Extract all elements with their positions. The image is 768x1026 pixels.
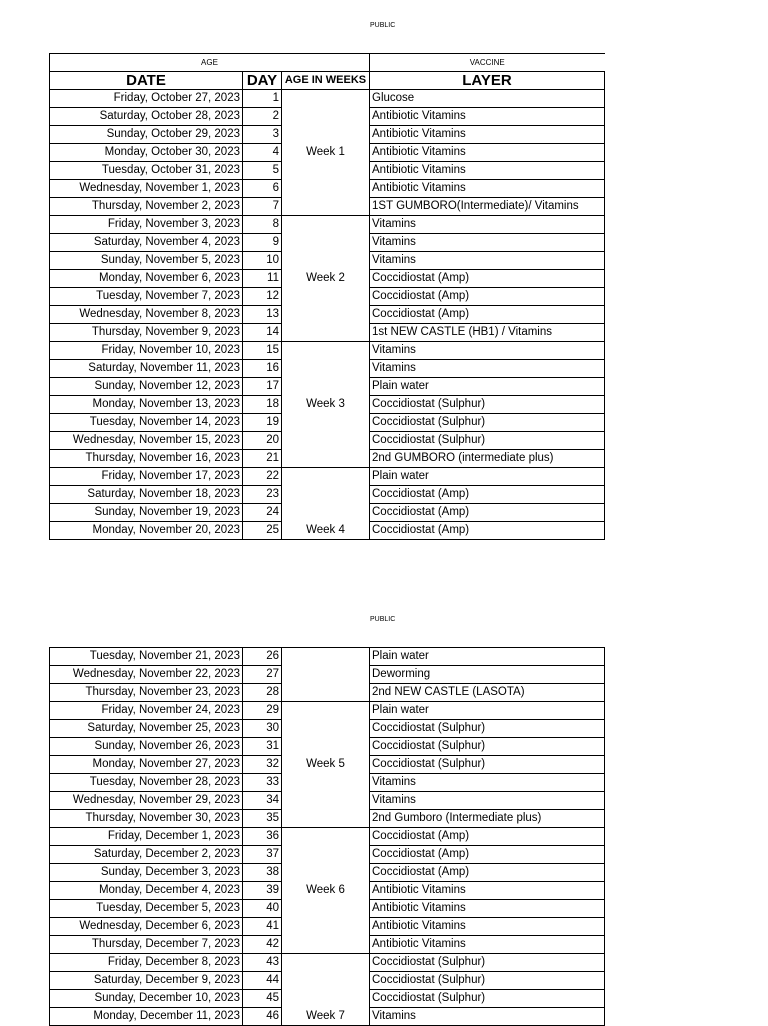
vaccine-group-header: VACCINE [370, 54, 605, 72]
vaccine-cell: Coccidiostat (Amp) [370, 828, 605, 846]
week-cell [282, 234, 370, 252]
table-row [50, 342, 605, 360]
date-cell: Monday, November 27, 2023 [50, 756, 243, 774]
date-cell: Friday, November 17, 2023 [50, 468, 243, 486]
week-cell [282, 936, 370, 954]
table-row [50, 666, 605, 684]
day-cell: 35 [243, 810, 282, 828]
vaccine-cell: Coccidiostat (Sulphur) [370, 738, 605, 756]
day-cell: 23 [243, 486, 282, 504]
table-row [50, 144, 605, 162]
day-cell: 25 [243, 522, 282, 540]
date-cell: Thursday, November 23, 2023 [50, 684, 243, 702]
day-cell: 38 [243, 864, 282, 882]
week-cell [282, 162, 370, 180]
week-cell [282, 792, 370, 810]
table-row [50, 504, 605, 522]
vaccine-cell: Coccidiostat (Amp) [370, 270, 605, 288]
week-cell [282, 990, 370, 1008]
day-cell: 18 [243, 396, 282, 414]
week-cell [282, 468, 370, 486]
table-row [50, 468, 605, 486]
day-cell: 30 [243, 720, 282, 738]
date-cell: Tuesday, November 28, 2023 [50, 774, 243, 792]
date-cell: Wednesday, November 1, 2023 [50, 180, 243, 198]
date-cell: Sunday, November 19, 2023 [50, 504, 243, 522]
table-row [50, 522, 605, 540]
week-cell [282, 342, 370, 360]
layer-column-header: LAYER [370, 72, 605, 90]
table-row [50, 198, 605, 216]
day-cell: 3 [243, 126, 282, 144]
week-cell [282, 486, 370, 504]
vaccine-cell: Plain water [370, 468, 605, 486]
day-cell: 36 [243, 828, 282, 846]
table-row [50, 810, 605, 828]
date-cell: Tuesday, November 7, 2023 [50, 288, 243, 306]
week-cell [282, 648, 370, 666]
week-cell [282, 918, 370, 936]
vaccine-cell: Vitamins [370, 360, 605, 378]
week-cell [282, 360, 370, 378]
week-cell [282, 720, 370, 738]
day-cell: 2 [243, 108, 282, 126]
date-cell: Sunday, October 29, 2023 [50, 126, 243, 144]
date-cell: Thursday, November 16, 2023 [50, 450, 243, 468]
vaccine-cell: Antibiotic Vitamins [370, 144, 605, 162]
day-cell: 19 [243, 414, 282, 432]
day-cell: 15 [243, 342, 282, 360]
table-row [50, 1008, 605, 1026]
day-cell: 37 [243, 846, 282, 864]
day-cell: 42 [243, 936, 282, 954]
week-cell [282, 828, 370, 846]
day-cell: 13 [243, 306, 282, 324]
week-cell [282, 702, 370, 720]
vaccine-cell: Antibiotic Vitamins [370, 162, 605, 180]
vaccine-cell: Vitamins [370, 342, 605, 360]
day-cell: 33 [243, 774, 282, 792]
week-cell: Week 7 [282, 1008, 370, 1026]
week-cell [282, 378, 370, 396]
date-cell: Saturday, November 18, 2023 [50, 486, 243, 504]
vaccine-cell: Antibiotic Vitamins [370, 882, 605, 900]
date-cell: Saturday, November 4, 2023 [50, 234, 243, 252]
vaccine-cell: Vitamins [370, 216, 605, 234]
date-cell: Monday, December 4, 2023 [50, 882, 243, 900]
vaccine-cell: Glucose [370, 90, 605, 108]
week-cell [282, 684, 370, 702]
table-row [50, 900, 605, 918]
date-cell: Thursday, November 30, 2023 [50, 810, 243, 828]
day-cell: 21 [243, 450, 282, 468]
vaccine-cell: Coccidiostat (Sulphur) [370, 396, 605, 414]
vaccine-cell: Coccidiostat (Amp) [370, 306, 605, 324]
date-column-header: DATE [50, 72, 243, 90]
week-cell [282, 810, 370, 828]
week-cell: Week 5 [282, 756, 370, 774]
table-row [50, 414, 605, 432]
date-cell: Monday, December 11, 2023 [50, 1008, 243, 1026]
date-cell: Monday, November 6, 2023 [50, 270, 243, 288]
day-column-header: DAY [243, 72, 282, 90]
week-cell [282, 504, 370, 522]
day-cell: 34 [243, 792, 282, 810]
week-cell: Week 4 [282, 522, 370, 540]
vaccine-cell: 1ST GUMBORO(Intermediate)/ Vitamins [370, 198, 605, 216]
date-cell: Tuesday, November 21, 2023 [50, 648, 243, 666]
vaccine-cell: Coccidiostat (Sulphur) [370, 954, 605, 972]
table-row [50, 324, 605, 342]
table-row [50, 378, 605, 396]
day-cell: 27 [243, 666, 282, 684]
date-cell: Monday, October 30, 2023 [50, 144, 243, 162]
vaccine-cell: Vitamins [370, 1008, 605, 1026]
date-cell: Tuesday, November 14, 2023 [50, 414, 243, 432]
date-cell: Monday, November 13, 2023 [50, 396, 243, 414]
date-cell: Friday, December 1, 2023 [50, 828, 243, 846]
week-cell [282, 306, 370, 324]
table-row [50, 162, 605, 180]
table-row [50, 252, 605, 270]
week-cell [282, 774, 370, 792]
week-cell [282, 198, 370, 216]
date-cell: Friday, October 27, 2023 [50, 90, 243, 108]
date-cell: Tuesday, October 31, 2023 [50, 162, 243, 180]
table-row [50, 108, 605, 126]
date-cell: Monday, November 20, 2023 [50, 522, 243, 540]
vaccine-cell: Vitamins [370, 792, 605, 810]
date-cell: Saturday, December 2, 2023 [50, 846, 243, 864]
vaccine-cell: 2nd GUMBORO (intermediate plus) [370, 450, 605, 468]
day-cell: 7 [243, 198, 282, 216]
day-cell: 16 [243, 360, 282, 378]
vaccine-cell: Coccidiostat (Sulphur) [370, 972, 605, 990]
table-row [50, 360, 605, 378]
vaccine-cell: Coccidiostat (Amp) [370, 504, 605, 522]
date-cell: Wednesday, December 6, 2023 [50, 918, 243, 936]
day-cell: 4 [243, 144, 282, 162]
vaccine-cell: Vitamins [370, 774, 605, 792]
table-row [50, 180, 605, 198]
day-cell: 29 [243, 702, 282, 720]
schedule-body-page2 [50, 648, 605, 1026]
schedule-table-page2 [49, 647, 605, 1026]
week-cell [282, 324, 370, 342]
vaccine-cell: Vitamins [370, 234, 605, 252]
week-cell [282, 216, 370, 234]
week-cell: Week 3 [282, 396, 370, 414]
week-cell [282, 666, 370, 684]
vaccine-cell: Coccidiostat (Amp) [370, 288, 605, 306]
table-row [50, 216, 605, 234]
week-cell [282, 252, 370, 270]
vaccine-cell: Coccidiostat (Amp) [370, 522, 605, 540]
date-cell: Sunday, November 5, 2023 [50, 252, 243, 270]
date-cell: Sunday, November 26, 2023 [50, 738, 243, 756]
date-cell: Saturday, December 9, 2023 [50, 972, 243, 990]
day-cell: 44 [243, 972, 282, 990]
week-cell: Week 1 [282, 144, 370, 162]
table-row [50, 846, 605, 864]
vaccine-cell: Antibiotic Vitamins [370, 108, 605, 126]
vaccine-cell: Plain water [370, 378, 605, 396]
public-label: PUBLIC [370, 616, 396, 623]
date-cell: Saturday, November 11, 2023 [50, 360, 243, 378]
day-cell: 6 [243, 180, 282, 198]
week-cell [282, 432, 370, 450]
vaccine-cell: Antibiotic Vitamins [370, 900, 605, 918]
day-cell: 45 [243, 990, 282, 1008]
date-cell: Sunday, December 3, 2023 [50, 864, 243, 882]
day-cell: 28 [243, 684, 282, 702]
vaccine-cell: 2nd NEW CASTLE (LASOTA) [370, 684, 605, 702]
weeks-column-header: AGE IN WEEKS [282, 72, 370, 90]
week-cell [282, 864, 370, 882]
vaccine-cell: Coccidiostat (Sulphur) [370, 720, 605, 738]
vaccine-cell: Vitamins [370, 252, 605, 270]
table-row [50, 738, 605, 756]
date-cell: Thursday, December 7, 2023 [50, 936, 243, 954]
table-row [50, 990, 605, 1008]
table-row [50, 774, 605, 792]
day-cell: 26 [243, 648, 282, 666]
vaccine-cell: 1st NEW CASTLE (HB1) / Vitamins [370, 324, 605, 342]
table-row [50, 450, 605, 468]
table-row [50, 306, 605, 324]
table-row [50, 288, 605, 306]
table-row [50, 702, 605, 720]
table-row [50, 954, 605, 972]
day-cell: 20 [243, 432, 282, 450]
day-cell: 11 [243, 270, 282, 288]
table-row [50, 882, 605, 900]
week-cell [282, 414, 370, 432]
date-cell: Thursday, November 2, 2023 [50, 198, 243, 216]
table-row [50, 828, 605, 846]
table-row [50, 936, 605, 954]
date-cell: Wednesday, November 22, 2023 [50, 666, 243, 684]
day-cell: 46 [243, 1008, 282, 1026]
table-row [50, 648, 605, 666]
vaccine-cell: Deworming [370, 666, 605, 684]
vaccine-cell: 2nd Gumboro (Intermediate plus) [370, 810, 605, 828]
vaccine-cell: Coccidiostat (Amp) [370, 846, 605, 864]
day-cell: 9 [243, 234, 282, 252]
age-group-header: AGE [50, 54, 370, 72]
week-cell [282, 108, 370, 126]
date-cell: Wednesday, November 15, 2023 [50, 432, 243, 450]
vaccine-cell: Plain water [370, 702, 605, 720]
table-row [50, 432, 605, 450]
vaccine-cell: Antibiotic Vitamins [370, 126, 605, 144]
vaccine-cell: Antibiotic Vitamins [370, 918, 605, 936]
date-cell: Thursday, November 9, 2023 [50, 324, 243, 342]
day-cell: 10 [243, 252, 282, 270]
week-cell [282, 126, 370, 144]
day-cell: 31 [243, 738, 282, 756]
week-cell [282, 738, 370, 756]
date-cell: Friday, November 10, 2023 [50, 342, 243, 360]
vaccine-cell: Coccidiostat (Sulphur) [370, 756, 605, 774]
table-row [50, 486, 605, 504]
table-row [50, 720, 605, 738]
week-cell: Week 6 [282, 882, 370, 900]
table-row [50, 684, 605, 702]
table-row [50, 396, 605, 414]
vaccine-cell: Coccidiostat (Amp) [370, 864, 605, 882]
vaccine-cell: Coccidiostat (Sulphur) [370, 414, 605, 432]
day-cell: 12 [243, 288, 282, 306]
date-cell: Sunday, November 12, 2023 [50, 378, 243, 396]
date-cell: Friday, December 8, 2023 [50, 954, 243, 972]
vaccine-cell: Coccidiostat (Amp) [370, 486, 605, 504]
table-row [50, 756, 605, 774]
week-cell [282, 90, 370, 108]
table-row [50, 126, 605, 144]
vaccine-cell: Coccidiostat (Sulphur) [370, 432, 605, 450]
day-cell: 43 [243, 954, 282, 972]
date-cell: Wednesday, November 8, 2023 [50, 306, 243, 324]
date-cell: Friday, November 24, 2023 [50, 702, 243, 720]
day-cell: 32 [243, 756, 282, 774]
day-cell: 22 [243, 468, 282, 486]
day-cell: 39 [243, 882, 282, 900]
table-row [50, 918, 605, 936]
schedule-table-page1 [49, 53, 605, 540]
date-cell: Tuesday, December 5, 2023 [50, 900, 243, 918]
day-cell: 5 [243, 162, 282, 180]
table-row [50, 90, 605, 108]
week-cell [282, 972, 370, 990]
schedule-body-page1 [50, 90, 605, 540]
date-cell: Sunday, December 10, 2023 [50, 990, 243, 1008]
table-row [50, 864, 605, 882]
date-cell: Friday, November 3, 2023 [50, 216, 243, 234]
public-label: PUBLIC [370, 22, 396, 29]
table-row [50, 972, 605, 990]
day-cell: 17 [243, 378, 282, 396]
vaccine-cell: Antibiotic Vitamins [370, 936, 605, 954]
date-cell: Saturday, October 28, 2023 [50, 108, 243, 126]
table-row [50, 792, 605, 810]
day-cell: 14 [243, 324, 282, 342]
vaccine-cell: Coccidiostat (Sulphur) [370, 990, 605, 1008]
date-cell: Saturday, November 25, 2023 [50, 720, 243, 738]
week-cell [282, 450, 370, 468]
week-cell: Week 2 [282, 270, 370, 288]
vaccine-cell: Plain water [370, 648, 605, 666]
table-row [50, 270, 605, 288]
day-cell: 8 [243, 216, 282, 234]
week-cell [282, 180, 370, 198]
day-cell: 40 [243, 900, 282, 918]
table-row [50, 234, 605, 252]
day-cell: 41 [243, 918, 282, 936]
vaccine-cell: Antibiotic Vitamins [370, 180, 605, 198]
date-cell: Wednesday, November 29, 2023 [50, 792, 243, 810]
day-cell: 24 [243, 504, 282, 522]
day-cell: 1 [243, 90, 282, 108]
week-cell [282, 900, 370, 918]
week-cell [282, 846, 370, 864]
week-cell [282, 288, 370, 306]
week-cell [282, 954, 370, 972]
